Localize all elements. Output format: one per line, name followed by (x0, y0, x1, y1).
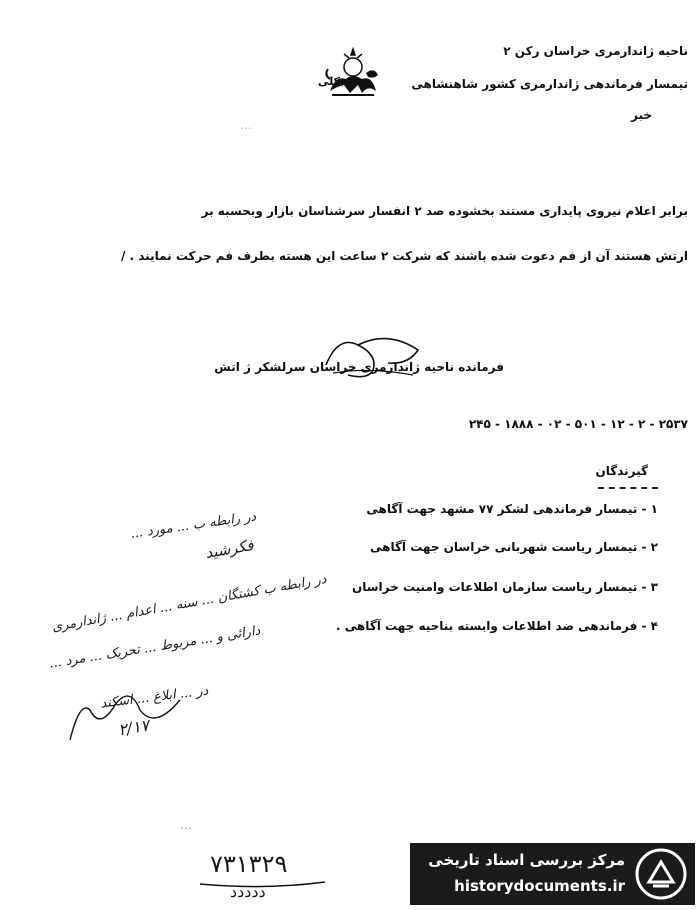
handwritten-note: در ... ابلاغ ... اسکند (99, 683, 210, 712)
header-line-unit: ناحیه ژاندارمری خراسان رکن ۲ (503, 44, 688, 58)
commander-signature (318, 325, 428, 385)
logo-title: مرکز بررسی اسناد تاریخی (428, 851, 625, 869)
recipient-item: ۳ - تیمسار ریاست سازمان اطلاعات وامنیت خراسان (351, 580, 658, 594)
body-paragraph-2: ارتش هستند آن از فم دعوت شده باشند که شرکت ۲ ساعت این هسته بطرف فم حرکت نمایند . / (120, 249, 688, 263)
recipients-underline (598, 487, 658, 489)
recipient-item: ۲ - تیمسار ریاست شهربانی خراسان جهت آگاهی (369, 540, 658, 554)
handwritten-signature (60, 680, 200, 750)
body-paragraph-1: برابر اعلام نیروی پایداری مستند بخشوده صد ۲ انفسار سرشناسان بازار وبحسبه بر (201, 204, 688, 218)
recipients-heading: گیرندگان (595, 464, 648, 478)
lion-and-sun-emblem-icon (322, 45, 384, 101)
faint-stamp-top: ... (240, 118, 253, 132)
archive-subnumber: ددددد (230, 882, 266, 901)
handwritten-date: ۲/۱۷ (116, 715, 151, 740)
document-logo-icon (635, 848, 687, 900)
signature-title: فرمانده ناحیه ژاندارمری خراسان سرلشکر ژ اتش (214, 360, 504, 374)
archive-logo (410, 843, 695, 905)
classification-mark: بکلی (318, 75, 345, 88)
header-line-subject: خبر (630, 108, 652, 122)
header-line-addressee: تیمسار فرماندهی ژاندارمری کشور شاهنشاهی (411, 77, 688, 91)
handwritten-note: فکرشید (203, 535, 255, 563)
logo-url: historydocuments.ir (454, 877, 625, 895)
archive-number: ۷۳۱۳۲۹ (210, 850, 288, 878)
faint-stamp-bottom: ... (180, 818, 193, 832)
handwritten-note: دارائی و ... مربوط ... تحریک ... مرد ... (48, 623, 262, 672)
handwritten-note: در رابطه ب کشتگان ... سنه ... اعدام ... ژاندارمری (50, 571, 328, 636)
recipient-item: ۴ - فرماندهی ضد اطلاعات وابسته بناحیه جهت آگاهی . (336, 619, 658, 633)
handwritten-note: در رابطه ب ... مورد ... (129, 509, 258, 542)
reference-number: ۲۴۵ - ۱۸۸۸ - ۰۲ - ۵۰۱ - ۱۲ - ۲ - ۲۵۳۷ (468, 417, 688, 431)
recipient-item: ۱ - تیمسار فرماندهی لشکر ۷۷ مشهد جهت آگاهی (366, 502, 658, 516)
